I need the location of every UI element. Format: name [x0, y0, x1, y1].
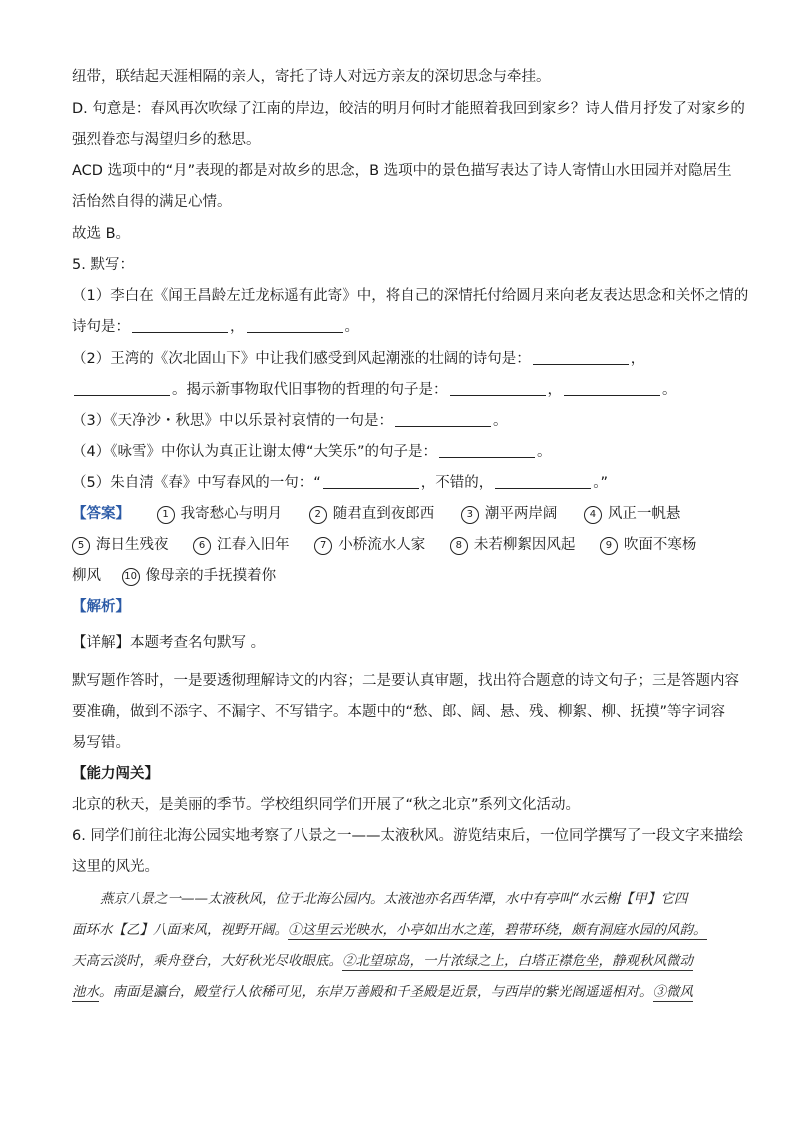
answer-item: 7 小桥流水人家 [314, 535, 425, 555]
q5-part2-line2: 。揭示新事物取代旧事物的哲理的句子是： ， 。 [72, 380, 722, 400]
answer-item: 8 未若柳絮因风起 [450, 535, 576, 555]
analysis-line-1: 默写题作答时，一是要透彻理解诗文的内容；二是要认真审题，找出符合题意的诗文句子；三是答题内容 [72, 673, 739, 689]
answer-item: 10 像母亲的手抚摸着你 [122, 566, 277, 586]
q5-part5: （5）朱自清《春》中写春风的一句：“ ，不错的， 。” [72, 475, 609, 491]
answer-item: 1 我寄愁心与明月 [157, 504, 283, 524]
answer-item: 2 随君直到夜郎西 [309, 504, 435, 524]
handwritten-line-2: 面环水【乙】八面来风，视野开阔。①这里云光映水，小亭如出水之莲，碧带环绕，颇有洞庭水园的风韵。 [72, 922, 707, 938]
analysis-line-2: 要准确，做到不添字、不漏字、不写错字。本题中的“愁、郎、阔、悬、残、柳絮、柳、抚摸”等字词容 [72, 704, 726, 720]
q5-part3: （3）《天净沙・秋思》中以乐景衬哀情的一句是： 。 [72, 413, 508, 429]
intro-line-6: 故选 B。 [72, 226, 131, 242]
intro-line-4: ACD 选项中的“月”表现的都是对故乡的思念，B 选项中的景色描写表达了诗人寄情山水田园并对隐居生 [72, 163, 732, 179]
q5-part2-line1: （2）王湾的《次北固山下》中让我们感受到风起潮涨的壮阔的诗句是： ， [72, 351, 646, 367]
intro-line-3: 强烈眷恋与渴望归乡的愁思。 [72, 132, 261, 148]
handwritten-line-1: 燕京八景之一——太液秋风，位于北海公园内。太液池亦名西华潭，水中有亭叫“水云榭【甲】它四 [100, 891, 688, 907]
section-title: 【能力闯关】 [72, 766, 159, 782]
answer-line-3: 柳风 10 像母亲的手抚摸着你 [72, 568, 277, 584]
underlined-sentence-3: ③微风 [652, 984, 693, 1000]
handwritten-line-4: 池水。南面是瀛台，殿堂行人依稀可见，东岸万善殿和千圣殿是近景，与西岸的紫光阁遥遥相对。③微风 [72, 984, 693, 1000]
answer-label: 【答案】 [72, 506, 130, 522]
answer-line-1 [72, 504, 722, 524]
analysis-detail: 【详解】本题考查名句默写 。 [72, 635, 266, 651]
question-5-title: 5. 默写： [72, 257, 134, 273]
section-intro: 北京的秋天，是美丽的季节。学校组织同学们开展了“秋之北京”系列文化活动。 [72, 797, 581, 813]
answer-line-2 [72, 535, 722, 555]
underlined-sentence-2: ②北望琼岛，一片浓绿之上，白塔正襟危坐，静观秋风微动 [342, 953, 693, 969]
q5-part4: （4）《咏雪》中你认为真正让谢太傅“大笑乐”的句子是： 。 [72, 444, 552, 460]
answer-item: 3 潮平两岸阔 [461, 504, 558, 524]
intro-line-1: 纽带，联结起天涯相隔的亲人，寄托了诗人对远方亲友的深切思念与牵挂。 [72, 69, 551, 85]
analysis-label: 【解析】 [72, 599, 130, 615]
intro-line-5: 活怡然自得的满足心情。 [72, 194, 232, 210]
question-6-line1: 6. 同学们前往北海公园实地考察了八景之一——太液秋风。游览结束后，一位同学撰写了一段文字来描绘 [72, 828, 743, 844]
answer-item: 5 海日生残夜 [72, 535, 169, 555]
question-6-line2: 这里的风光。 [72, 859, 159, 875]
answer-item: 4 风正一帆悬 [584, 504, 681, 524]
intro-line-2: D. 句意是：春风再次吹绿了江南的岸边，皎洁的明月何时才能照着我回到家乡？诗人借月抒发了对家乡的 [72, 101, 745, 117]
handwritten-line-3: 天高云淡时，乘舟登台，大好秋光尽收眼底。②北望琼岛，一片浓绿之上，白塔正襟危坐，静观秋风微动 [72, 953, 693, 969]
q5-part1-line1: （1）李白在《闻王昌龄左迁龙标遥有此寄》中，将自己的深情托付给圆月来向老友表达思念和关怀之情的 [72, 288, 749, 304]
answer-item: 6 江春入旧年 [193, 535, 290, 555]
analysis-line-3: 易写错。 [72, 735, 130, 751]
answer-item: 9 吹面不寒杨 [600, 535, 697, 555]
q5-part1-line2: 诗句是： ， 。 [72, 319, 359, 335]
underlined-sentence-1: ①这里云光映水，小亭如出水之莲，碧带环绕，颇有洞庭水园的风韵。 [288, 922, 707, 938]
